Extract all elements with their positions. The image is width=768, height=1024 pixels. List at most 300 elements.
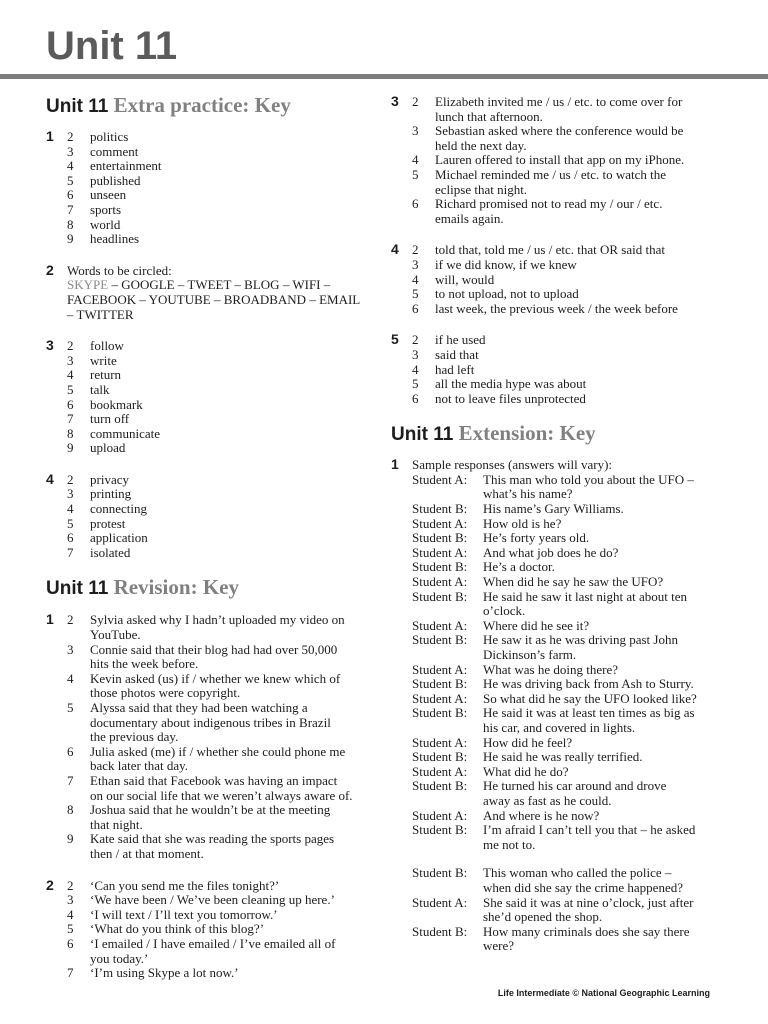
answer-item [46,354,378,369]
words-text: – GOOGLE – TWEET – BLOG – WIFI – [108,277,331,293]
answer-text: isolated [90,544,131,560]
answer-item [391,168,726,197]
answer-item [46,966,378,981]
answer-text: Joshua said that he wouldn’t be at the meeting [90,802,331,818]
answer-item [391,392,726,407]
dialogue-text-line: away as fast as he could. [483,792,612,808]
exercise-number: 2 [46,261,54,278]
item-number: 6 [67,530,74,546]
item-number: 4 [67,501,74,517]
speaker-label: Student B: [412,676,468,692]
dialogue-text [483,896,726,925]
dialogue-line [412,779,726,808]
speaker-label: Student B: [412,778,468,794]
extra-ex1 [46,130,378,247]
answer-text: Julia asked (me) if / whether she could phone me [90,743,346,759]
dialogue-text [483,531,726,546]
item-number: 7 [67,772,74,788]
speaker-label: Student A: [412,471,468,487]
item-number: 4 [67,906,74,922]
dialogue-text [483,765,726,780]
answer-item [46,672,378,701]
dialogue-text [483,546,726,561]
exercise-number: 2 [46,876,54,893]
answer-item [46,613,378,642]
answer-item [46,145,378,160]
ex2-words-line: FACEBOOK – YOUTUBE – BROADBAND – EMAIL [67,291,361,307]
dialogue-text-line: were? [483,938,515,954]
answer-text: bookmark [90,396,143,412]
item-number: 3 [67,486,74,502]
speaker-label: Student B: [412,822,468,838]
answer-item [46,470,378,488]
answer-item [46,427,378,442]
dialogue-text [483,809,726,824]
answer-text: hits the week before. [90,656,199,672]
exercise-number: 3 [391,93,399,109]
dialogue-line [412,896,726,925]
answer-text: ‘I emailed / I have emailed / I’ve emailed all of [90,935,336,951]
speaker-label: Student A: [412,690,468,706]
answer-text: told that, told me / us / etc. that OR said that [435,242,665,258]
answer-text: Alyssa said that they had been watching a [90,700,308,715]
item-number: 5 [412,166,419,182]
exercise-number: 4 [391,241,399,258]
left-column [46,92,378,981]
section-unit: Unit 11 [46,578,109,600]
item-number: 6 [67,743,74,759]
answer-item [46,643,378,672]
dialogue-text [483,473,726,502]
extra-ex3 [46,339,378,456]
speaker-label: Student B: [412,559,468,575]
dialogue-text-line: He was driving back from Ash to Sturry. [483,676,694,692]
revision-ex4 [391,243,726,316]
speaker-label: Student B: [412,530,468,546]
dialogue-line [412,590,726,619]
item-number: 7 [67,201,74,217]
dialogue-text [483,560,726,575]
item-number: 4 [412,361,419,377]
answer-text: you today.’ [90,950,149,966]
answer-item [391,95,726,124]
item-number: 2 [67,338,74,354]
item-number: 8 [67,425,74,441]
dialogue-text-line: How old is he? [483,515,562,531]
answer-text: documentary about indigenous tribes in Brazil [90,714,331,730]
item-number: 3 [67,352,74,368]
answer-item [46,232,378,247]
dialogue-line [412,546,726,561]
speaker-label: Student A: [412,574,468,590]
dialogue-text-line: And what job does he do? [483,544,619,560]
answer-text: back later that day. [90,758,189,774]
dialogue-text-line: He saw it as he was driving past John [483,632,678,648]
dialogue-text-line: What did he do? [483,763,569,779]
answer-text: printing [90,486,132,502]
answer-item [46,832,378,861]
dialogue-text-line: His name’s Gary Williams. [483,501,624,517]
speaker-label: Student A: [412,734,468,750]
answer-item [46,218,378,233]
answer-text: unseen [90,187,127,203]
extension-title [391,420,726,448]
dialogue-text-line: What was he doing there? [483,661,619,677]
extra-ex4 [46,470,378,561]
item-number: 6 [412,196,419,212]
dialogue-line [412,619,726,634]
section-subtitle: Extra practice: Key [113,93,291,117]
answer-text: comment [90,143,139,159]
dialogue-line [412,866,726,895]
answer-text: held the next day. [435,137,527,153]
answer-item [46,339,378,354]
dialogue-line [412,517,726,532]
item-number: 5 [67,515,74,531]
answer-text: ‘We have been / We’ve been cleaning up here.’ [90,892,335,908]
dialogue-line [412,575,726,590]
answer-text: Richard promised not to read my / our / etc. [435,196,663,212]
dialogue-line [412,473,726,502]
answer-text: sports [90,201,122,217]
answer-text: talk [90,381,110,397]
answer-item [46,502,378,517]
answer-item [46,803,378,832]
dialogue-text [483,575,726,590]
item-number: 2 [412,94,419,109]
answer-text: said that [435,346,479,362]
item-number: 3 [67,892,74,908]
dialogue-text [483,663,726,678]
answer-item [46,487,378,502]
dialogue-text-line: when did she say the crime happened? [483,879,683,895]
item-number: 5 [67,172,74,188]
answer-text: privacy [90,471,129,487]
answer-text: Sebastian asked where the conference would be [435,123,684,139]
item-number: 5 [67,921,74,937]
answer-text: published [90,172,141,188]
answer-text: application [90,530,148,546]
answer-text: entertainment [90,158,162,174]
item-number: 6 [67,935,74,951]
answer-text: return [90,367,122,383]
speaker-label: Student A: [412,617,468,633]
answer-text: ‘I will text / I’ll text you tomorrow.’ [90,906,278,922]
dialogue-line [412,765,726,780]
answer-item [46,412,378,427]
dialogue-text-line: This woman who called the police – [483,865,672,881]
answer-item [391,377,726,392]
revision-ex2 [46,876,378,981]
dialogue-line [412,823,726,852]
dialogue-text-line: Dickinson’s farm. [483,647,577,662]
dialogue-text-line: This man who told you about the UFO – [483,471,694,487]
answer-item [391,363,726,378]
dialogue-text-line: He said he saw it last night at about ten [483,588,687,604]
answer-item [46,546,378,561]
dialogue-2 [391,866,726,954]
answer-text: Kate said that she was reading the sports pages [90,831,335,847]
revision-ex1 [46,613,378,861]
speaker-label: Student A: [412,544,468,560]
answer-text: politics [90,129,129,144]
answer-text: on our social life that we weren’t always aware of. [90,787,353,803]
answer-text: turn off [90,411,130,427]
dialogue-text [483,706,726,735]
dialogue-line [412,925,726,954]
answer-text: Sylvia asked why I hadn’t uploaded my video on [90,612,345,628]
exercise-number: 1 [46,611,54,628]
item-number: 2 [67,129,74,144]
answer-text: Elizabeth invited me / us / etc. to come over for [435,94,683,109]
answer-item [391,333,726,348]
answer-text: then / at that moment. [90,845,204,861]
answer-text: emails again. [435,210,504,226]
dialogue-line [412,736,726,751]
answer-item [46,203,378,218]
item-number: 7 [67,965,74,981]
item-number: 5 [67,700,74,715]
dialogue-text-line: she’d opened the shop. [483,909,603,925]
answer-text: protest [90,515,126,531]
answer-text: had left [435,361,475,377]
answer-item [391,302,726,317]
dialogue-line [412,502,726,517]
answer-item [46,383,378,398]
dialogue-line [412,809,726,824]
speaker-label: Student B: [412,923,468,939]
revision-ex5 [391,333,726,406]
item-number: 6 [67,396,74,412]
exercise-number: 1 [46,128,54,144]
header-rule [0,74,768,79]
item-number: 2 [67,877,74,893]
answer-text: last week, the previous week / the week before [435,300,678,316]
answer-item [391,287,726,302]
speaker-label: Student B: [412,705,468,721]
answer-item [46,876,378,894]
item-number: 2 [412,332,419,348]
speaker-label: Student A: [412,763,468,779]
dialogue-text [483,692,726,707]
dialogue-text-line: I’m afraid I can’t tell you that – he asked [483,822,696,838]
speaker-label: Student A: [412,894,468,910]
answer-text: that night. [90,816,143,832]
dialogue-text [483,590,726,619]
answer-text: lunch that afternoon. [435,108,543,124]
exercise-number: 5 [391,331,399,348]
dialogue-text [483,633,726,662]
dialogue-line [412,750,726,765]
item-number: 5 [412,376,419,392]
answer-item [391,258,726,273]
answer-item [46,745,378,774]
answer-item [46,174,378,189]
dialogue-text-line: He’s a doctor. [483,559,555,575]
item-number: 6 [67,187,74,203]
answer-item [391,153,726,168]
answer-text: ‘Can you send me the files tonight?’ [90,877,280,893]
answer-item [46,701,378,745]
answer-item [46,774,378,803]
answer-item [46,517,378,532]
answer-item [391,197,726,226]
answer-item [46,441,378,456]
answer-text: those photos were copyright. [90,685,241,701]
answer-item [46,398,378,413]
dialogue-text-line: She said it was at nine o’clock, just after [483,894,694,910]
item-number: 3 [412,256,419,272]
dialogue-text-line: He’s forty years old. [483,530,590,546]
exercise-number: 1 [391,456,399,473]
answer-item [391,273,726,288]
dialogue-text-line: How did he feel? [483,734,573,750]
dialogue-line [412,677,726,692]
dialogue-line [412,663,726,678]
section-unit: Unit 11 [391,424,454,446]
dialogue-text [483,779,726,808]
answer-item [46,531,378,546]
extra-practice-title [46,92,378,120]
answer-text: eclipse that night. [435,181,528,197]
answer-item [46,893,378,908]
dialogue-text [483,677,726,692]
answer-text: if he used [435,332,486,348]
speaker-label: Student B: [412,865,468,881]
speaker-label: Student A: [412,661,468,677]
answer-text: Lauren offered to install that app on my iPhone. [435,152,685,168]
answer-text: world [90,216,121,232]
dialogue-line [412,706,726,735]
answer-text: will, would [435,271,495,287]
answer-item [46,130,378,145]
dialogue-text-line: He said he was really terrified. [483,749,643,765]
dialogue-text [483,619,726,634]
answer-text: connecting [90,501,148,517]
answer-text: follow [90,338,124,354]
answer-text: Michael reminded me / us / etc. to watch the [435,166,667,182]
answer-text: Ethan said that Facebook was having an impact [90,772,338,788]
answer-text: YouTube. [90,627,141,643]
answer-item [46,159,378,174]
dialogue-line [412,633,726,662]
dialogue-text-line: When did he say he saw the UFO? [483,574,664,590]
page-title: Unit 11 [46,24,178,68]
answer-item [391,348,726,363]
revision-ex3 [391,95,726,226]
right-column [391,95,726,954]
dialogue-text [483,823,726,852]
extension-ex1 [391,458,726,954]
answer-text: upload [90,440,126,456]
item-number: 2 [67,612,74,628]
dialogue-line [412,531,726,546]
item-number: 7 [67,544,74,560]
answer-text: Kevin asked (us) if / whether we knew which of [90,670,341,686]
answer-text: not to leave files unprotected [435,390,586,406]
dialogue-text-line: o’clock. [483,603,526,619]
speaker-label: Student B: [412,749,468,765]
dialogue-text-line: And where is he now? [483,807,600,823]
answer-text: Connie said that their blog had had over 50,000 [90,641,338,657]
dialogue-text [483,502,726,517]
answer-item [391,243,726,258]
answer-item [46,922,378,937]
answer-text: to not upload, not to upload [435,286,579,302]
dialogue-text-line: me not to. [483,836,536,852]
answer-item [46,937,378,966]
answer-item [46,188,378,203]
revision-title [46,574,378,602]
item-number: 3 [67,143,74,159]
item-number: 9 [67,831,74,847]
item-number: 9 [67,440,74,456]
answer-text: headlines [90,231,140,247]
item-number: 6 [412,390,419,406]
item-number: 5 [412,286,419,302]
item-number: 5 [67,381,74,397]
item-number: 3 [412,123,419,139]
dialogue-text-line: his car, and covered in lights. [483,719,636,735]
answer-item [46,908,378,923]
ex2-words-line: – TWITTER [67,306,134,322]
circled-word: SKYPE [67,277,109,293]
section-subtitle: Extension: Key [458,421,596,446]
dialogue-text-line: So what did he say the UFO looked like? [483,690,697,706]
dialogue-text-line: He turned his car around and drove [483,778,667,794]
speaker-label: Student A: [412,515,468,531]
dialogue-text [483,736,726,751]
item-number: 4 [67,158,74,174]
item-number: 7 [67,411,74,427]
item-number: 8 [67,802,74,818]
footer-credit: Life Intermediate © National Geographic Learning [497,988,710,998]
dialogue-text-line: Where did he see it? [483,617,590,633]
extension-intro: Sample responses (answers will vary): [412,457,613,473]
item-number: 6 [412,300,419,316]
exercise-number: 3 [46,337,54,354]
speaker-label: Student B: [412,632,468,648]
answer-text: ‘What do you think of this blog?’ [90,921,265,937]
item-number: 3 [67,641,74,657]
answer-item [46,368,378,383]
item-number: 8 [67,216,74,232]
item-number: 2 [67,471,74,487]
exercise-number: 4 [46,470,54,487]
answer-text: if we did know, if we knew [435,256,577,272]
dialogue-text [483,750,726,765]
item-number: 4 [412,271,419,287]
dialogue-text-line: what’s his name? [483,486,573,502]
speaker-label: Student A: [412,807,468,823]
section-subtitle: Revision: Key [113,575,239,600]
dialogue-text [483,517,726,532]
item-number: 9 [67,231,74,247]
item-number: 3 [412,346,419,362]
ex2-intro: Words to be circled: [67,262,172,278]
answer-text: communicate [90,425,161,441]
dialogue-text [483,866,726,895]
ex2-words-line [46,278,378,293]
answer-text: ‘I’m using Skype a lot now.’ [90,965,239,981]
speaker-label: Student B: [412,588,468,604]
section-unit: Unit 11 [46,96,109,117]
item-number: 4 [67,367,74,383]
answer-text: the previous day. [90,729,179,745]
dialogue-text-line: He said it was at least ten times as big as [483,705,695,721]
dialogue-1 [391,473,726,852]
dialogue-line [412,560,726,575]
